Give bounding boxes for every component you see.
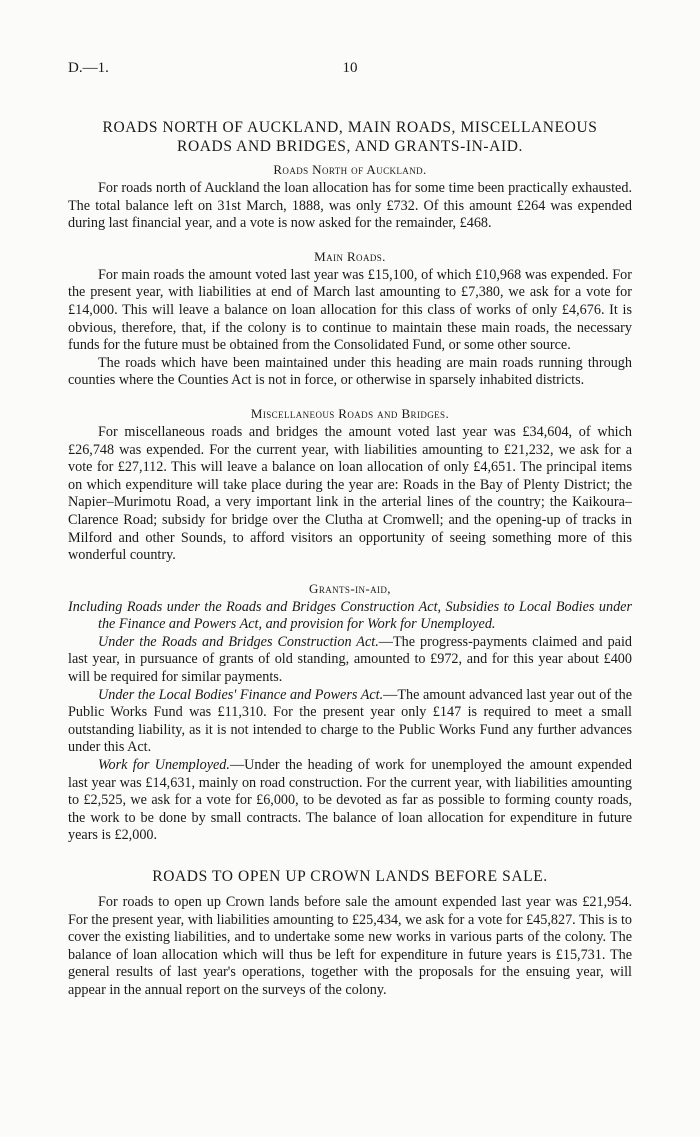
paragraph-misc-roads: For miscellaneous roads and bridges the amount voted last year was £34,604, of which £26,748 was expended. For the current year, with liabilities amounting to £21,232, we ask for a vote for £27,112. This will leave a balance on loan allocation of only £4,651. The principal items on which expenditure will take place during the year are: Roads in the Bay of Plenty District; the Napier–Murimotu Road, a very important link in the arterial lines of the country; the Kaikoura–Clarence Road; subsidy for bridge over the Clutha at Cromwell; and the opening-up of tracks in Milford and other Sounds, to afford visitors an opportunity of seeing something more of this wonderful country. — [68, 423, 632, 564]
grants-3-body: —Under the heading of work for unemployed the amount expended last year was £14,631, mainly on road construction. For the current year, with liabilities amounting to £2,525, we ask for a vote for £6,000, to be devoted as far as possible to forming county roads, the work to be done by small contracts. The balance of loan allocation for expenditure in future years is £2,000. — [68, 757, 632, 844]
page-body — [68, 118, 632, 1000]
grants-intro-text: Including Roads under the Roads and Bridges Construction Act, Subsidies to Local Bodies under the Finance and Powers Act, and provision for Work for Unemployed. — [68, 598, 632, 633]
grants-2-lead: Under the Local Bodies' Finance and Powers Act. — [98, 686, 384, 703]
section-title-line-2: ROADS AND BRIDGES, AND GRANTS-IN-AID. — [177, 138, 523, 155]
grants-2-body: —The amount advanced last year out of the Public Works Fund was £11,310. For the present year only £147 is required to meet a small outstanding liability, as it is not intended to charge to the Public Works Fund any further advances under this Act. — [68, 686, 632, 756]
section-title — [68, 118, 632, 156]
heading-main-roads: Main Roads. — [314, 248, 386, 264]
grants-1-lead: Under the Roads and Bridges Construction Act. — [98, 633, 379, 650]
paragraph-main-roads-1: For main roads the amount voted last year was £15,100, of which £10,968 was expended. For the present year, with liabilities at end of March last amounting to £7,380, we ask for a vote for £14,000. This will leave a balance on loan allocation for this class of works of only £4,676. It is obvious, therefore, that, if the colony is to continue to maintain these main roads, the necessary funds for the future must be obtained from the Consolidated Fund, or some other source. — [68, 266, 632, 354]
grants-3-lead: Work for Unemployed. — [98, 757, 230, 774]
paragraph-grants-2 — [68, 687, 632, 757]
heading-grants-in-aid: Grants-in-aid, — [309, 580, 391, 596]
paragraph-roads-north: For roads north of Auckland the loan allocation has for some time been practically exhausted. The total balance left on 31st March, 1888, was only £732. Of this amount £264 was expended during last financial year, and a vote is now asked for the remainder, £468. — [68, 180, 632, 232]
page-header — [68, 60, 632, 84]
paragraph-main-roads-2: The roads which have been maintained under this heading are main roads running through counties where the Counties Act is not in force, or otherwise in sparsely inhabited districts. — [68, 354, 632, 389]
crown-lands-title: ROADS TO OPEN UP CROWN LANDS BEFORE SALE. — [152, 868, 548, 885]
grants-1-body: —The progress-payments claimed and paid last year, in pursuance of grants of old standing, amounted to £972, and for this year about £400 will be required for similar payments. — [68, 633, 632, 686]
section-title-line-1: ROADS NORTH OF AUCKLAND, MAIN ROADS, MISCELLANEOUS — [102, 119, 598, 136]
page-number: 10 — [342, 60, 358, 76]
paragraph-grants-1 — [68, 634, 632, 687]
paragraph-crown-lands: For roads to open up Crown lands before sale the amount expended last year was £21,954. For the present year, with liabilities amounting to £25,434, we ask for a vote for £45,827. This is to cover the existing liabilities, and to undertake some new works in various parts of the colony. The balance of loan allocation which will thus be left for expenditure in future years is £15,731. The general results of last year's operations, together with the proposals for the ensuing year, will appear in the annual report on the surveys of the colony. — [68, 894, 632, 998]
heading-roads-north: Roads North of Auckland. — [273, 162, 427, 177]
grants-intro — [68, 599, 632, 634]
heading-misc-roads: Miscellaneous Roads and Bridges. — [250, 405, 450, 421]
paragraph-grants-3 — [68, 757, 632, 845]
document-reference: D.—1. — [68, 60, 109, 76]
